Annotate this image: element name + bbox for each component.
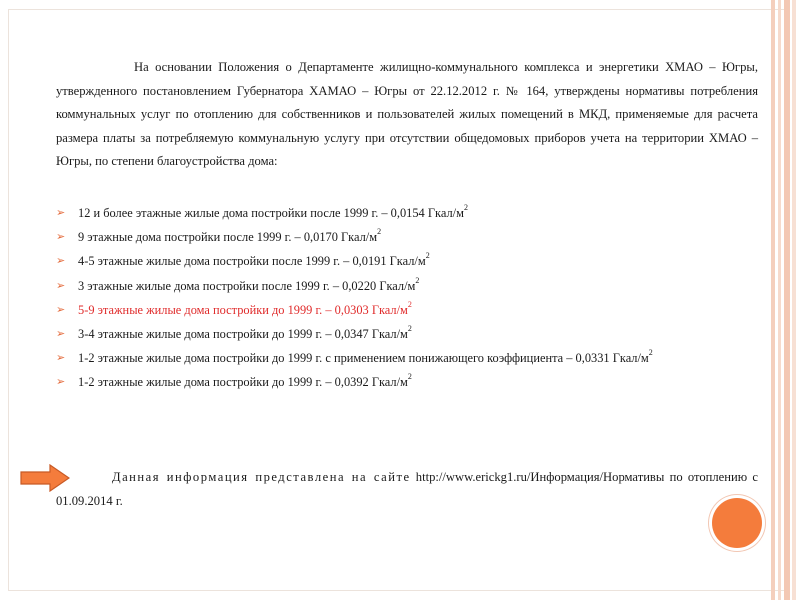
list-item (56, 201, 776, 225)
bullet-arrow-icon: ➢ (56, 231, 66, 244)
footer-rest: http://www.erickg1.ru/Информация/Нормативы по отоплению с 01.09.2014 г. (56, 470, 759, 508)
list-item-text: 3 этажные жилые дома постройки после 1999 г. – 0,0220 Гкал/$м^2$ (78, 275, 420, 293)
list-item-text: 3-4 этажные жилые дома постройки до 1999 г. – 0,0347 Гкал/$м^2$ (78, 323, 412, 341)
list-item (56, 370, 776, 394)
bullet-arrow-icon: ➢ (56, 303, 66, 316)
norm-list (56, 201, 776, 395)
list-item-text: 12 и более этажные жилые дома постройки после 1999 г. – 0,0154 Гкал/$м^2$ (78, 203, 468, 220)
unit-superscript: 2 (377, 227, 382, 237)
footer-lead: Данная информация представлена на сайте (112, 470, 411, 484)
decor-stripe (784, 0, 790, 600)
bullet-arrow-icon: ➢ (56, 207, 66, 219)
circle-decoration-icon (712, 498, 762, 548)
list-item (56, 298, 776, 322)
bullet-arrow-icon: ➢ (56, 255, 66, 268)
list-item-text: 9 этажные дома постройки после 1999 г. – 0,0170 Гкал/$м^2$ (78, 227, 382, 245)
list-item-text: 5-9 этажные жилые дома постройки до 1999 г. – 0,0303 Гкал/$м^2$ (78, 299, 412, 317)
list-item-text: 1-2 этажные жилые дома постройки до 1999 г. – 0,0392 Гкал/$м^2$ (78, 372, 412, 390)
intro-text: На основании Положения о Департаменте жилищно-коммунального комплекса и энергетики ХМАО – Югры, утвержденного постановлением Губернатора ХАМАО – Югры от 22.12.2012 г. № 164, утверждены нормативы потребления коммунальных услуг по отоплению для собственников и пользователей жилых помещений в МКД, применяемые для расчета размера платы за потребляемую коммунальную услугу при отсутствии общедомовых приборов учета на территории ХМАО – Югры, по степени благоустройства дома: (56, 60, 758, 168)
footer-paragraph (56, 466, 758, 513)
unit-superscript: 2 (463, 203, 468, 212)
list-item-text: 1-2 этажные жилые дома постройки до 1999 г. с применением понижающего коэффициента – 0,0331 Гкал/$м^2$ (78, 348, 653, 366)
unit-superscript: 2 (425, 251, 430, 261)
unit-superscript: 2 (407, 323, 412, 333)
unit-superscript: 2 (648, 348, 653, 358)
bullet-arrow-icon: ➢ (56, 352, 66, 365)
bullet-arrow-icon: ➢ (56, 279, 66, 292)
unit-superscript: 2 (407, 299, 412, 309)
decor-stripe (792, 0, 796, 600)
list-item (56, 225, 776, 249)
decor-stripe (778, 0, 781, 600)
unit-superscript: 2 (407, 372, 412, 382)
list-item (56, 249, 776, 273)
bullet-arrow-icon: ➢ (56, 376, 66, 389)
bullet-arrow-icon: ➢ (56, 327, 66, 340)
intro-paragraph (56, 56, 758, 174)
list-item-text: 4-5 этажные жилые дома постройки после 1999 г. – 0,0191 Гкал/$м^2$ (78, 251, 430, 269)
unit-superscript: 2 (415, 275, 420, 285)
list-item (56, 346, 776, 370)
list-item (56, 322, 776, 346)
list-item (56, 274, 776, 298)
